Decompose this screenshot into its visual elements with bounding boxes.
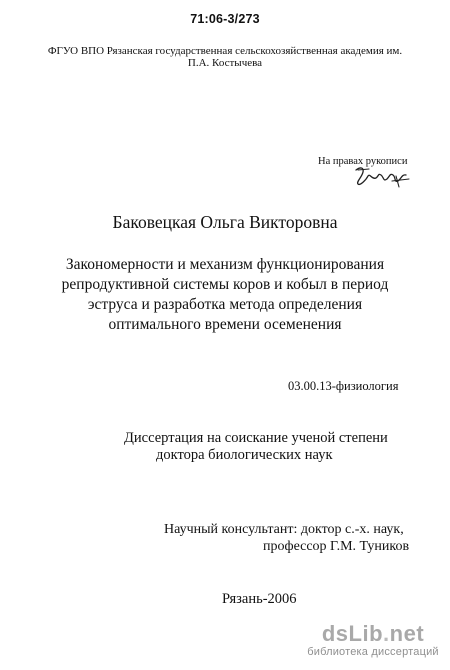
title-line: оптимального времени осеменения bbox=[108, 316, 342, 333]
watermark-logo-dot: . bbox=[383, 621, 390, 646]
watermark-logo-tld: net bbox=[389, 621, 425, 646]
watermark-logo-main: dsLib bbox=[321, 621, 384, 646]
consultant-line-2: профессор Г.М. Туников bbox=[263, 539, 410, 554]
document-code: 71:06-3/273 bbox=[190, 12, 260, 26]
degree-line-2: доктора биологических наук bbox=[156, 447, 333, 463]
city-year: Рязань-2006 bbox=[222, 591, 297, 607]
organization-line-1: ФГУО ВПО Рязанская государственная сельскохозяйственная академия им. bbox=[47, 45, 403, 57]
organization-block bbox=[0, 45, 450, 69]
degree-statement bbox=[124, 430, 388, 464]
title-line: репродуктивной системы коров и кобыл в период bbox=[61, 276, 389, 293]
organization-line-2: П.А. Костычева bbox=[187, 57, 263, 69]
title-line: Закономерности и механизм функционирования bbox=[65, 256, 385, 273]
handwritten-signature bbox=[352, 164, 414, 195]
watermark-logo bbox=[303, 622, 443, 646]
title-line: эструса и разработка метода определения bbox=[87, 296, 363, 313]
dissertation-title bbox=[0, 255, 450, 335]
rights-note: На правах рукописи bbox=[318, 156, 408, 167]
specialty-code: 03.00.13-физиология bbox=[288, 379, 399, 393]
dslib-watermark bbox=[303, 622, 443, 658]
consultant-line-1: Научный консультант: доктор с.-х. наук, bbox=[164, 522, 404, 537]
watermark-subtitle: библиотека диссертаций bbox=[307, 646, 439, 658]
degree-line-1: Диссертация на соискание ученой степени bbox=[124, 430, 388, 446]
scientific-consultant bbox=[164, 521, 409, 555]
author-name: Баковецкая Ольга Викторовна bbox=[112, 212, 338, 232]
